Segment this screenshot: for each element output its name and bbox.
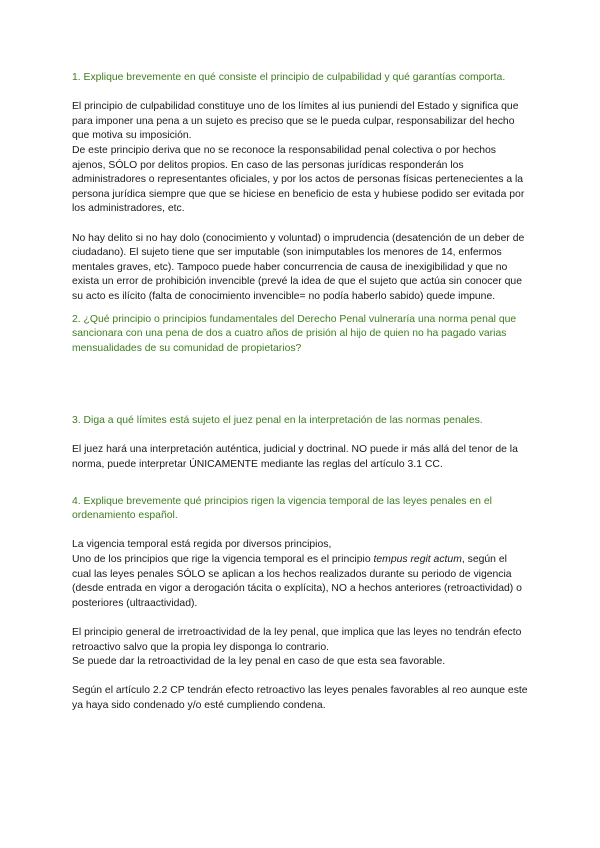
answer-1-paragraph-1: El principio de culpabilidad constituye uno de los límites al ius puniendi del Estado y significa que para imponer una pena a un sujeto es preciso que se le pueda culpar, responsabilizar del hecho que motiva su imposición. [72, 101, 519, 142]
answer-4-paragraph-2 [72, 553, 528, 611]
answer-4-paragraph-5: Según el artículo 2.2 CP tendrán efecto retroactivo las leyes penales favorables al reo aunque este ya haya sido condenado y/o esté cumpliendo condena. [72, 685, 528, 711]
answer-1-paragraph-2: De este principio deriva que no se reconoce la responsabilidad penal colectiva o por hechos ajenos, SÓLO por delitos propios. En caso de las personas jurídicas responderán los administradores o representantes oficiales, y por los actos de personas físicas pertenecientes a la persona jurídica siempre que que se hiciese en beneficio de esta y hubiese podido ser evitada por los administradores, etc. [72, 144, 525, 215]
question-1: 1. Explique brevemente en qué consiste el principio de culpabilidad y qué garantías comporta. [72, 72, 506, 83]
answer-4-paragraph-4: Se puede dar la retroactividad de la ley penal en caso de que esta sea favorable. [72, 656, 446, 668]
question-2: 2. ¿Qué principio o principios fundamentales del Derecho Penal vulneraría una norma penal que sancionara con una pena de dos a cuatro años de prisión al hijo de quien no ha pagado varias mensualidades de su comunidad de propietarios? [72, 313, 517, 354]
answer-4-paragraph-1: La vigencia temporal está regida por diversos principios, [72, 539, 332, 551]
answer-4-paragraph-3: El principio general de irretroactividad de la ley penal, que implica que las leyes no tendrán efecto retroactivo salvo que la propia ley disponga lo contrario. [72, 627, 522, 653]
document-body [72, 71, 528, 714]
question-3: 3. Diga a qué límites está sujeto el juez penal en la interpretación de las normas penales. [72, 415, 483, 427]
answer-4-latin-term: tempus regit actum [373, 554, 462, 566]
answer-3-paragraph-1: El juez hará una interpretación auténtica, judicial y doctrinal. NO puede ir más allá del tenor de la norma, puede interpretar ÚNICAMENTE mediante las reglas del artículo 3.1 CC. [72, 444, 518, 471]
answer-1-paragraph-3: No hay delito si no hay dolo (conocimiento y voluntad) o imprudencia (desatención de un deber de ciudadano). El sujeto tiene que ser imputable (son inimputables los menores de 14, enfermos mentales graves, etc). Tampoco puede haber concurrencia de causa de inexigibilidad y que no exista un error de prohibición invencible (prevé la idea de que el sujeto que actúa sin conocer que su acto es ilícito (falta de conocimiento invencible= no podía haberlo sabido) quede impune. [72, 232, 525, 302]
answer-4-text-post: , según el cual las leyes penales SÓLO se aplican a los hechos realizados durante su periodo de vigencia (desde entrada en vigor a derogación tácita o explícita), NO a hechos anteriores (retroactividad) o posteriores (ultraactividad). [72, 554, 522, 609]
answer-4-text-pre: Uno de los principios que rige la vigencia temporal es el principio [72, 554, 374, 566]
question-4: 4. Explique brevemente qué principios rigen la vigencia temporal de las leyes penales en el ordenamiento español. [72, 495, 492, 522]
